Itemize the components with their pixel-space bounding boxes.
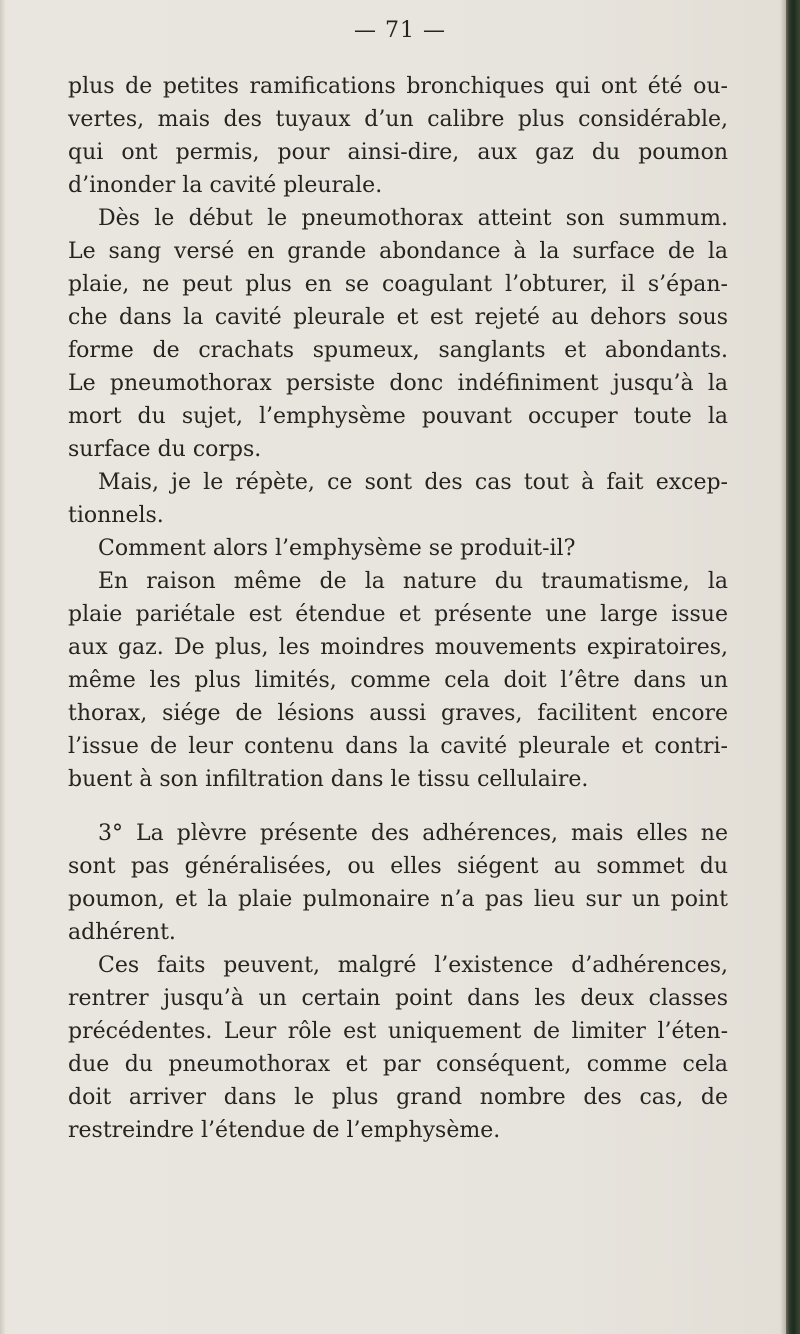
paragraph	[68, 202, 728, 466]
text-line: adhérent.	[68, 920, 176, 945]
text-line: restreindre l’étendue de l’emphysème.	[68, 1118, 501, 1143]
text-line: tionnels.	[68, 503, 164, 528]
text-line: plus de petites ramifications bronchiques qui ont été ou-	[68, 74, 728, 99]
paragraph	[68, 565, 728, 796]
text-line: surface du corps.	[68, 437, 262, 462]
text-line: poumon, et la plaie pulmonaire n’a pas lieu sur un point	[68, 887, 728, 912]
page-number: — 71 —	[354, 18, 446, 43]
text-line: forme de crachats spumeux, sanglants et abondants.	[68, 338, 728, 363]
text-line: Le pneumothorax persiste donc indéfiniment jusqu’à la	[68, 371, 728, 396]
text-line: mort du sujet, l’emphysème pouvant occuper toute la	[68, 404, 728, 429]
text-line: précédentes. Leur rôle est uniquement de limiter l’éten-	[68, 1019, 728, 1044]
text-line: plaie pariétale est étendue et présente une large issue	[68, 602, 728, 627]
text-line: Le sang versé en grande abondance à la surface de la	[68, 239, 728, 264]
text-line: qui ont permis, pour ainsi-dire, aux gaz du poumon	[68, 140, 728, 165]
section-gap	[68, 796, 728, 817]
text-line: Mais, je le répète, ce sont des cas tout à fait excep-	[98, 470, 728, 495]
text-line: d’inonder la cavité pleurale.	[68, 173, 383, 198]
text-line: thorax, siége de lésions aussi graves, facilitent encore	[68, 701, 728, 726]
text-line: doit arriver dans le plus grand nombre des cas, de	[68, 1085, 728, 1110]
text-line: sont pas généralisées, ou elles siégent au sommet du	[68, 854, 728, 879]
text-line: rentrer jusqu’à un certain point dans les deux classes	[68, 986, 728, 1011]
paragraph	[68, 532, 728, 565]
text-line: aux gaz. De plus, les moindres mouvements expiratoires,	[68, 635, 728, 660]
text-line: plaie, ne peut plus en se coagulant l’obturer, il s’épan-	[68, 272, 728, 297]
text-line: l’issue de leur contenu dans la cavité pleurale et contri-	[68, 734, 728, 759]
text-line: même les plus limités, comme cela doit l’être dans un	[68, 668, 728, 693]
book-edge	[786, 0, 800, 1334]
text-line: due du pneumothorax et par conséquent, comme cela	[68, 1052, 728, 1077]
text-line: Comment alors l’emphysème se produit-il?	[98, 536, 576, 561]
paragraph	[68, 817, 728, 949]
text-line: che dans la cavité pleurale et est rejeté au dehors sous	[68, 305, 728, 330]
text-line: Ces faits peuvent, malgré l’existence d’adhérences,	[98, 953, 728, 978]
text-line: En raison même de la nature du traumatisme, la	[98, 569, 728, 594]
paragraph	[68, 70, 728, 202]
page-text	[68, 70, 728, 1147]
page-gutter-shadow	[0, 0, 6, 1334]
text-line: vertes, mais des tuyaux d’un calibre plus considérable,	[68, 107, 728, 132]
paragraph	[68, 949, 728, 1147]
paragraph	[68, 466, 728, 532]
text-line: Dès le début le pneumothorax atteint son summum.	[98, 206, 728, 231]
text-line: 3° La plèvre présente des adhérences, mais elles ne	[98, 821, 728, 846]
text-line: buent à son infiltration dans le tissu cellulaire.	[68, 767, 589, 792]
